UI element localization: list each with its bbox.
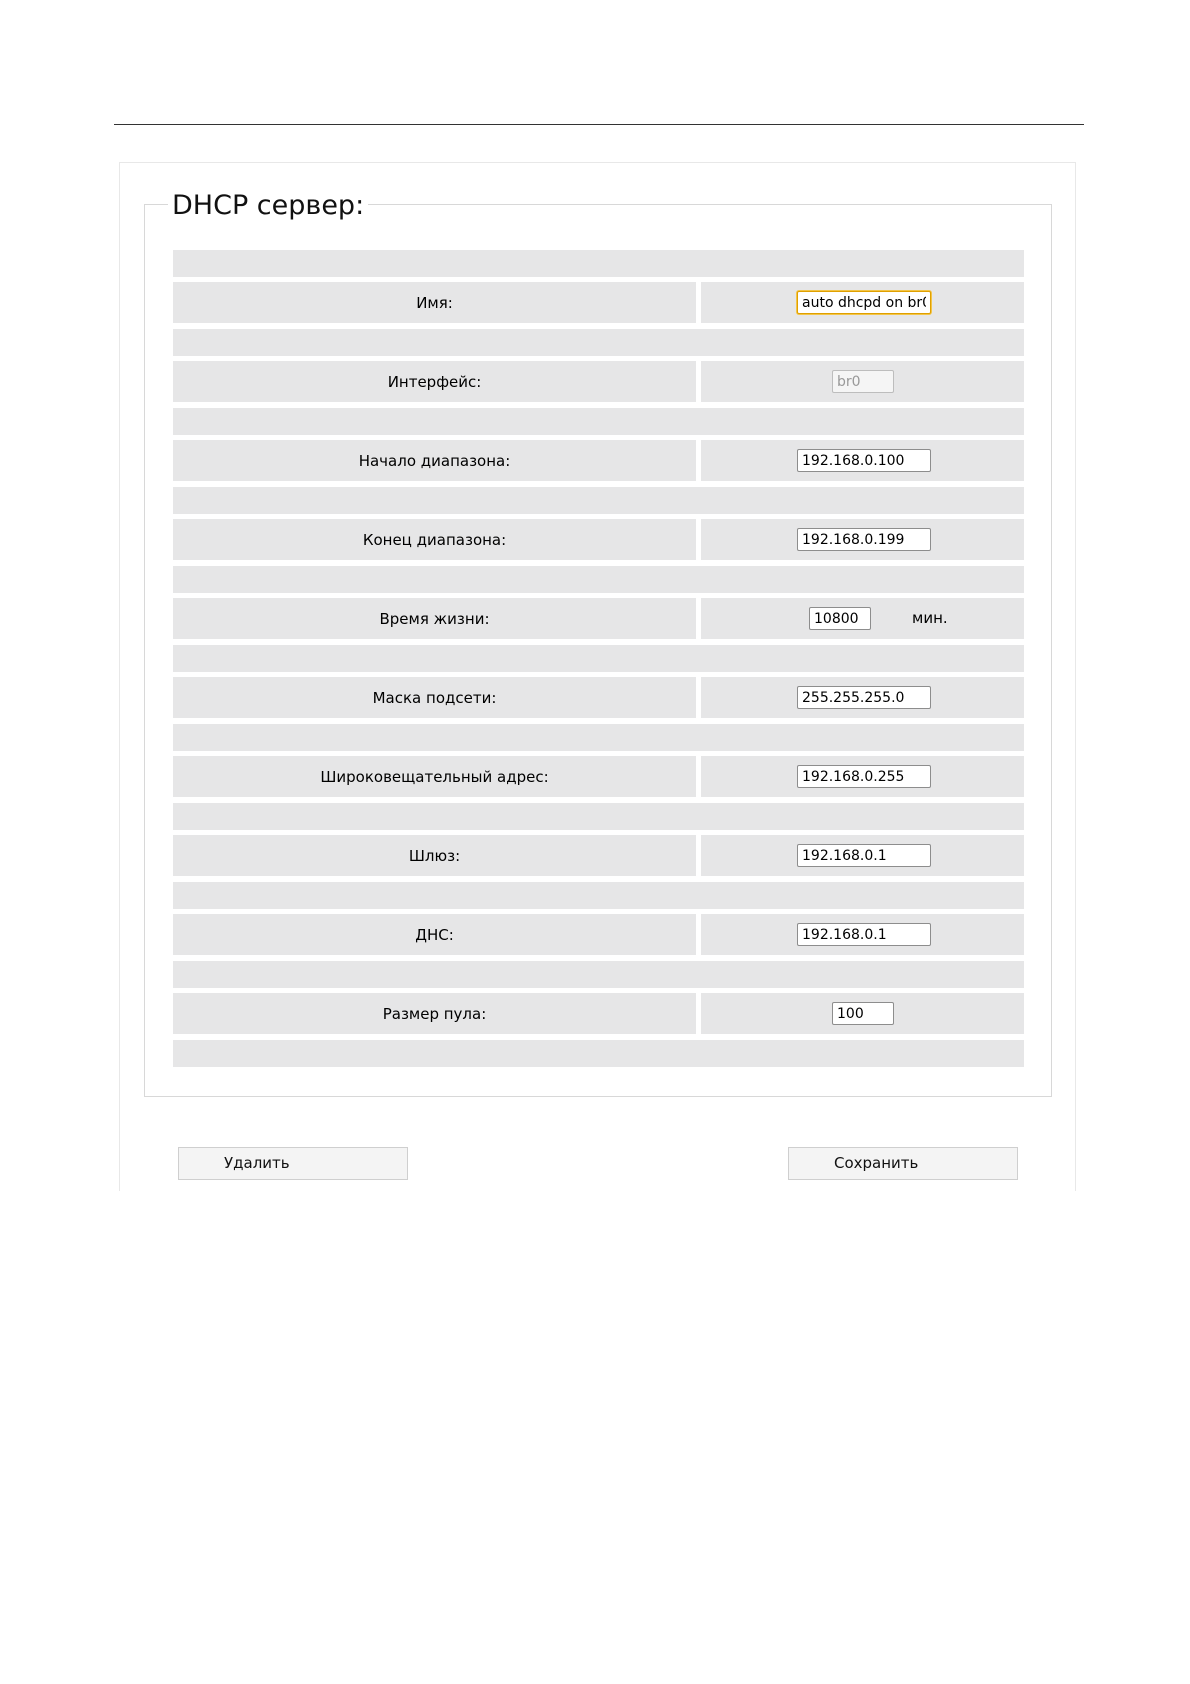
row-spacer (173, 803, 1024, 830)
row-interface (173, 361, 1024, 402)
broadcast-input[interactable] (797, 765, 931, 788)
row-lease-time (173, 598, 1024, 639)
gateway-input[interactable] (797, 844, 931, 867)
pool-size-input[interactable] (832, 1002, 894, 1025)
pool-size-label: Размер пула: (173, 993, 696, 1034)
save-button[interactable] (788, 1147, 1018, 1180)
row-spacer (173, 724, 1024, 751)
top-divider (114, 124, 1084, 125)
range-start-input[interactable] (797, 449, 931, 472)
name-label: Имя: (173, 282, 696, 323)
broadcast-cell (701, 756, 1024, 797)
name-input[interactable] (797, 291, 931, 314)
name-cell (701, 282, 1024, 323)
range-end-input[interactable] (797, 528, 931, 551)
dns-cell (701, 914, 1024, 955)
range-start-cell (701, 440, 1024, 481)
row-spacer (173, 961, 1024, 988)
row-spacer (173, 487, 1024, 514)
save-button-label: Сохранить (834, 1154, 919, 1172)
range-start-label: Начало диапазона: (173, 440, 696, 481)
row-spacer (173, 566, 1024, 593)
lease-time-unit: мин. (912, 609, 948, 627)
dns-input[interactable] (797, 923, 931, 946)
row-spacer (173, 408, 1024, 435)
delete-button[interactable] (178, 1147, 408, 1180)
lease-time-cell (701, 598, 1024, 639)
subnet-mask-input[interactable] (797, 686, 931, 709)
lease-time-label: Время жизни: (173, 598, 696, 639)
section-title: DHCP сервер: (168, 188, 368, 224)
row-pool-size (173, 993, 1024, 1034)
lease-time-input[interactable] (809, 607, 871, 630)
interface-cell (701, 361, 1024, 402)
gateway-label: Шлюз: (173, 835, 696, 876)
dns-label: ДНС: (173, 914, 696, 955)
range-end-cell (701, 519, 1024, 560)
broadcast-label: Широковещательный адрес: (173, 756, 696, 797)
subnet-mask-cell (701, 677, 1024, 718)
delete-button-label: Удалить (224, 1154, 290, 1172)
interface-input (832, 370, 894, 393)
range-end-label: Конец диапазона: (173, 519, 696, 560)
row-gateway (173, 835, 1024, 876)
row-subnet-mask (173, 677, 1024, 718)
row-dns (173, 914, 1024, 955)
interface-label: Интерфейс: (173, 361, 696, 402)
row-range-end (173, 519, 1024, 560)
row-spacer (173, 329, 1024, 356)
row-spacer (173, 882, 1024, 909)
gateway-cell (701, 835, 1024, 876)
row-spacer (173, 645, 1024, 672)
pool-size-cell (701, 993, 1024, 1034)
row-name (173, 282, 1024, 323)
row-spacer (173, 250, 1024, 277)
row-range-start (173, 440, 1024, 481)
row-broadcast (173, 756, 1024, 797)
subnet-mask-label: Маска подсети: (173, 677, 696, 718)
row-spacer (173, 1040, 1024, 1067)
